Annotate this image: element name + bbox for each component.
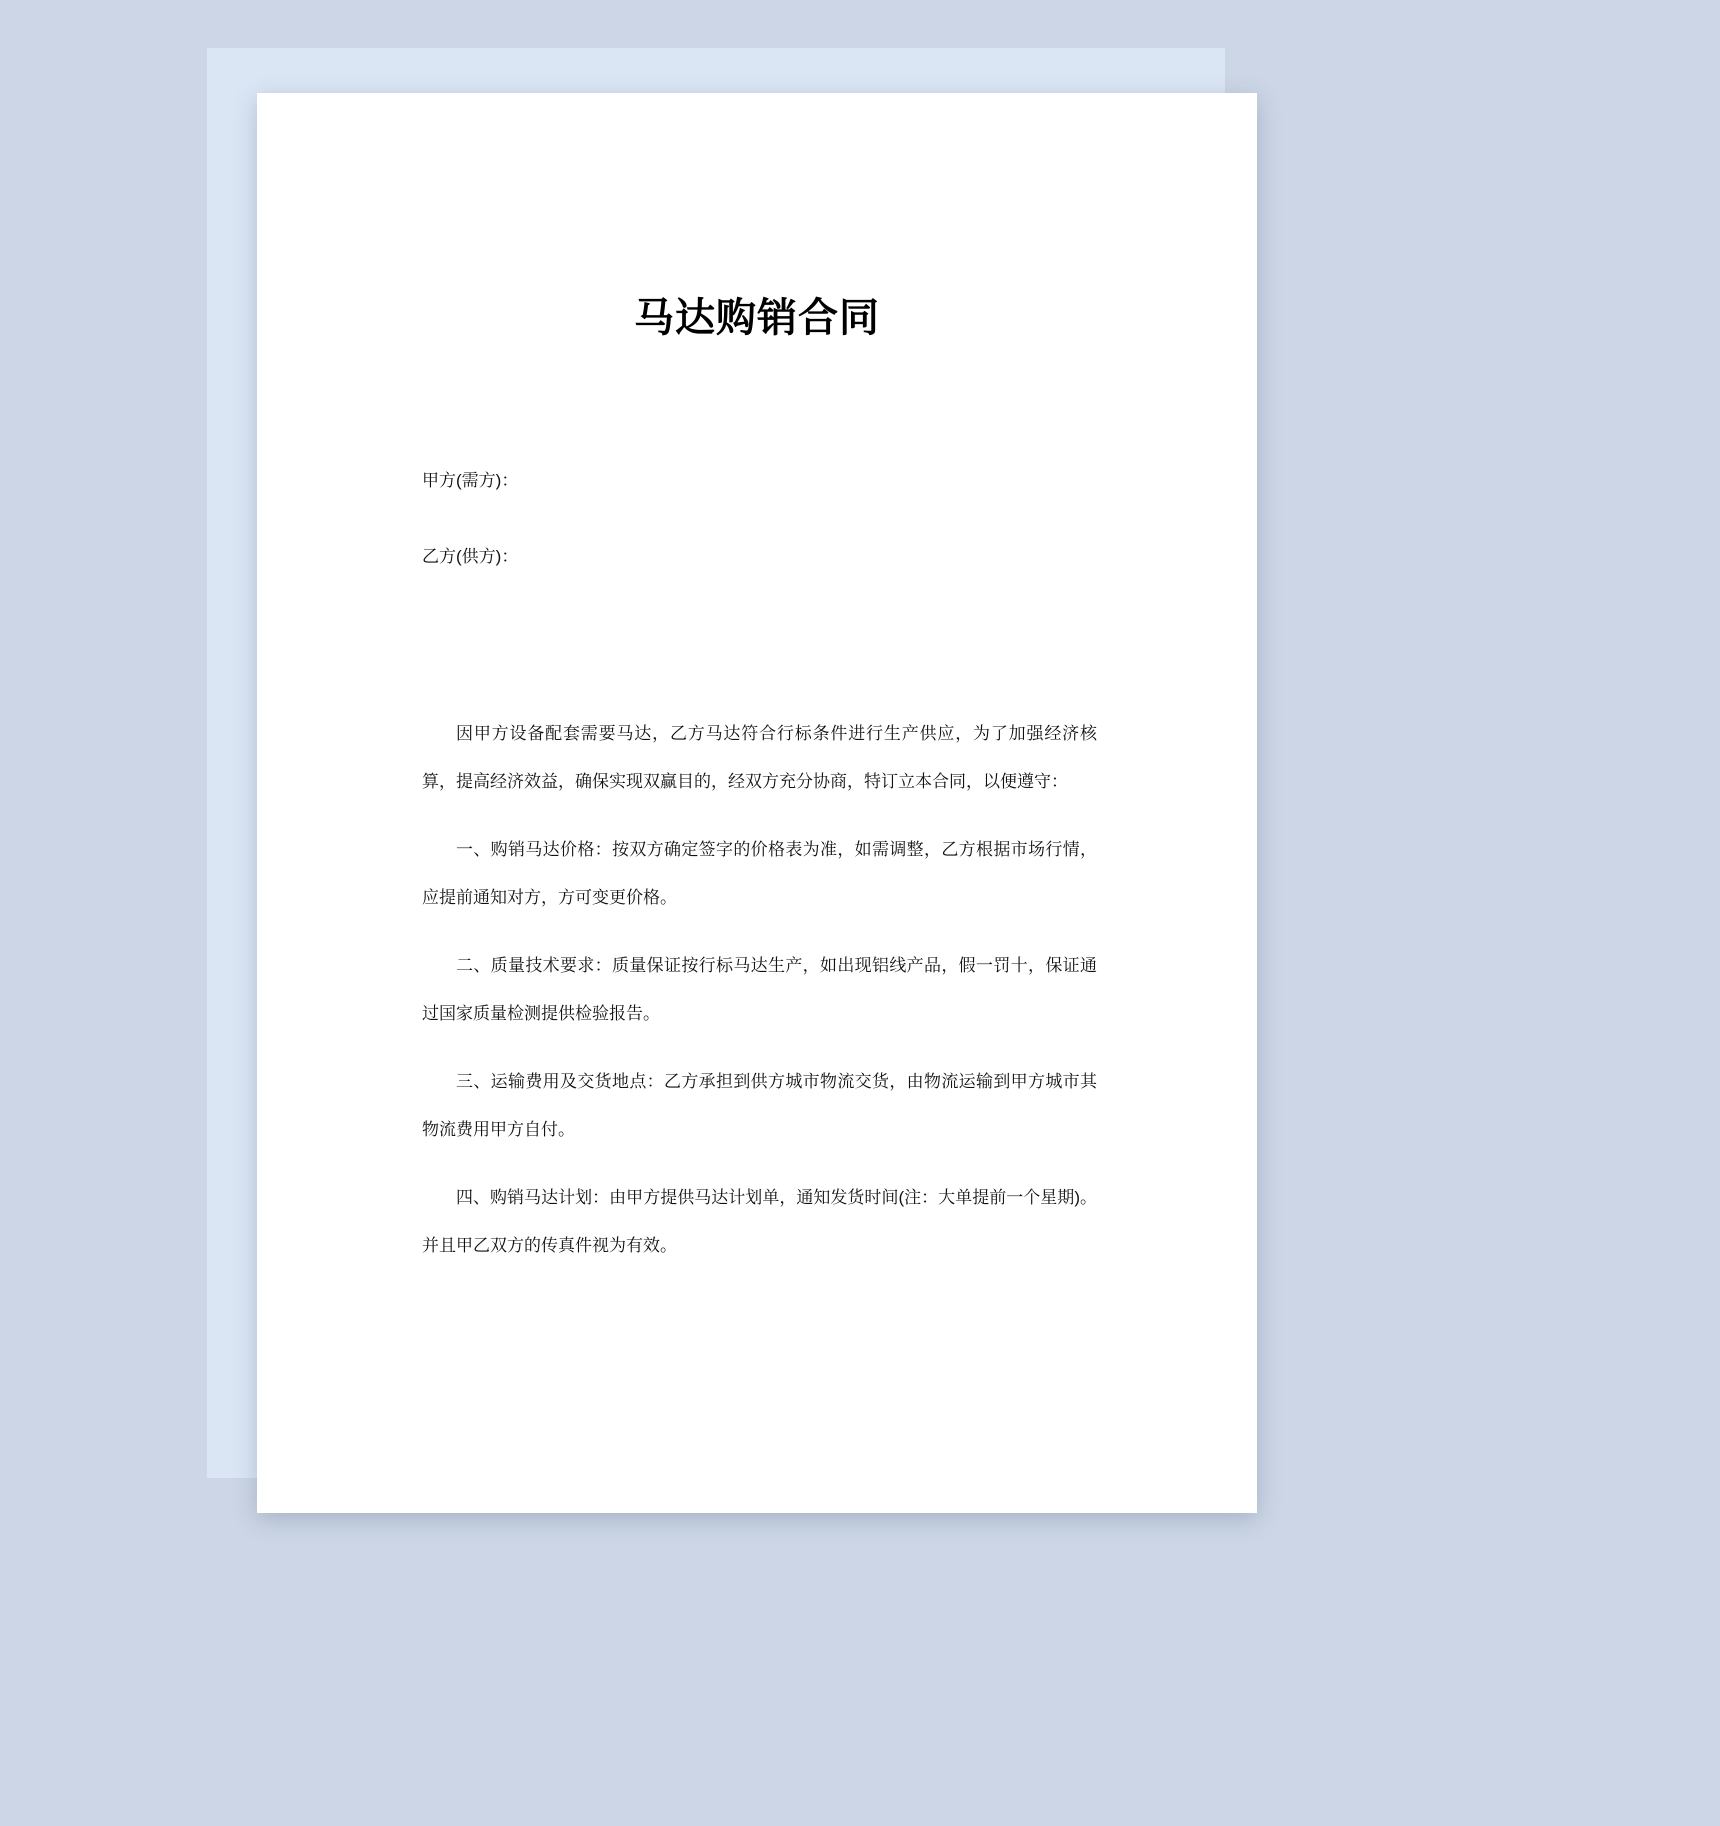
party-line-buyer: 甲方(需方)：	[422, 471, 519, 490]
party-line-supplier: 乙方(供方)：	[422, 547, 519, 566]
document-title: 马达购销合同	[634, 296, 880, 340]
paragraph-clause-2: 二、质量技术要求：质量保证按行标马达生产，如出现铝线产品，假一罚十，保证通过国家质量检测提供检验报告。	[422, 956, 1097, 1023]
document-body	[422, 466, 1097, 1290]
body-spacer	[422, 618, 1097, 710]
paragraph-clause-1: 一、购销马达价格：按双方确定签字的价格表为准，如需调整，乙方根据市场行情，应提前通知对方，方可变更价格。	[422, 840, 1097, 907]
document-page-content	[257, 93, 1257, 1513]
paragraph-clause-3: 三、运输费用及交货地点：乙方承担到供方城市物流交货，由物流运输到甲方城市其物流费用甲方自付。	[422, 1072, 1097, 1139]
paragraph-clause-4: 四、购销马达计划：由甲方提供马达计划单，通知发货时间(注：大单提前一个星期)。并且甲乙双方的传真件视为有效。	[422, 1188, 1097, 1255]
document-page	[257, 93, 1257, 1513]
paragraph-preamble: 因甲方设备配套需要马达，乙方马达符合行标条件进行生产供应，为了加强经济核算，提高经济效益，确保实现双赢目的，经双方充分协商，特订立本合同，以便遵守：	[422, 724, 1097, 791]
